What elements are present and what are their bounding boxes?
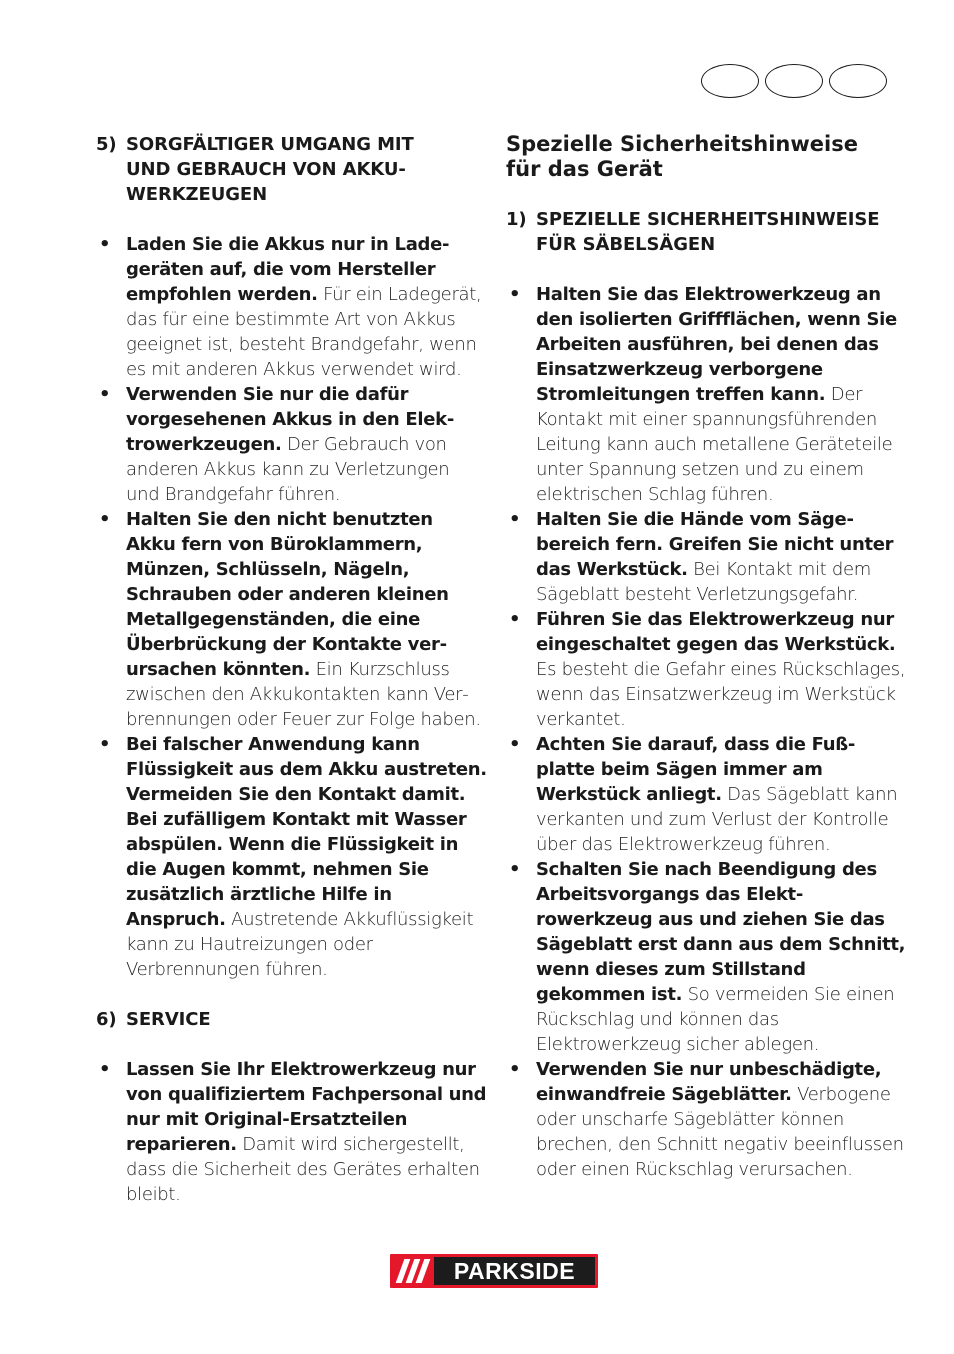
list-item: • Halten Sie die Hände vom Sägebereich fern. Greifen Sie nicht unter das Werkstück. Bei Kontakt mit dem Sägeblatt besteht Verletzungsgefahr. [509,509,894,605]
left-column [96,132,488,1207]
language-oval-1 [701,64,759,98]
section-title: SORGFÄLTIGER UMGANG MIT UND GEBRAUCH VON AKKU- WERKZEUGEN [126,134,414,205]
language-oval-3 [829,64,887,98]
right-column [506,132,906,1182]
parkside-logo [390,1254,598,1288]
section-title: SPEZIELLE SICHERHEITSHINWEISE FÜR SÄBELSÄGEN [536,209,880,255]
list-item: • Laden Sie die Akkus nur in Ladegeräten auf, die vom Hersteller empfohlen werden. Für ein Ladegerät, das für eine bestimmte Art von Akkus geeignet ist, besteht Brandgefahr, wenn es mit anderen Akkus verwendet wird. [99,234,482,380]
section-number: 5) [96,134,117,155]
list-item: • Bei falscher Anwendung kann Flüssigkeit aus dem Akku austreten. Vermeiden Sie den Kontakt damit. Bei zufälligem Kontakt mit Wasser abspülen. Wenn die Flüssigkeit in die Augen kommt, nehmen Sie zusätzlich ärztliche Hilfe in Anspruch. Austretende Akkuflüssigkeit kann zu Hautreizungen oder Verbrennungen führen. [99,734,487,980]
list-item: • Halten Sie das Elektrowerkzeug an den isolierten Griffflächen, wenn Sie Arbeiten ausführen, bei denen das Einsatzwerkzeug verborgene Stromleitungen treffen kann. Der Kontakt mit einer spannungsführenden Leitung kann auch metallene Geräteteile unter Spannung setzen und zu einem elektrischen Schlag führen. [509,284,897,505]
bullet-list-5 [96,232,488,982]
list-item: • Verwenden Sie nur die dafür vorgesehenen Akkus in den Elektrowerkzeugen. Der Gebrauch von anderen Akkus kann zu Verletzungen und Brandgefahr führen. [99,384,455,505]
section-number: 6) [96,1009,117,1030]
bullet-list-1 [506,282,906,1182]
list-item: • Schalten Sie nach Beendigung des Arbeitsvorgangs das Elektrowerkzeug aus und ziehen Sie das Sägeblatt erst dann aus dem Schnitt, wenn dieses zum Stillstand gekommen ist. So vermeiden Sie einen Rückschlag und können das Elektrowerkzeug sicher ablegen. [509,859,906,1055]
section-number: 1) [506,209,527,230]
section-heading-5 [96,132,488,207]
section-title: SERVICE [126,1009,211,1030]
section-heading-1 [506,207,906,257]
section-heading-6 [96,1007,488,1032]
bullet-list-6 [96,1057,488,1207]
list-item: • Führen Sie das Elektrowerkzeug nur eingeschaltet gegen das Werkstück. Es besteht die Gefahr eines Rückschlages, wenn das Einsatzwerkzeug im Werkstück verkantet. [509,609,906,730]
logo-slashes-icon [390,1254,434,1288]
language-oval-2 [765,64,823,98]
list-item: • Achten Sie darauf, dass die Fußplatte beim Sägen immer am Werkstück anliegt. Das Sägeblatt kann verkanten und zum Verlust der Kontrolle über das Elektrowerkzeug führen. [509,734,898,855]
list-item: • Halten Sie den nicht benutzten Akku fern von Büroklammern, Münzen, Schlüsseln, Nägeln, Schrauben oder anderen kleinen Metallgegenständen, die eine Überbrückung der Kontakte verursachen könnten. Ein Kurzschluss zwischen den Akkukontakten kann Verbrennungen oder Feuer zur Folge haben. [99,509,481,730]
page-title: Spezielle Sicherheitshinweise für das Gerät [506,132,858,181]
list-item: • Verwenden Sie nur unbeschädigte, einwandfreie Sägeblätter. Verbogene oder unscharfe Sägeblätter können brechen, den Schnitt negativ beeinflussen oder einen Rückschlag verursachen. [509,1059,904,1180]
language-ovals [701,64,889,100]
logo-text: PARKSIDE [434,1257,595,1285]
list-item: • Lassen Sie Ihr Elektrowerkzeug nur von qualifiziertem Fachpersonal und nur mit Original-Ersatzteilen reparieren. Damit wird sichergestellt, dass die Sicherheit des Gerätes erhalten bleibt. [99,1059,487,1205]
